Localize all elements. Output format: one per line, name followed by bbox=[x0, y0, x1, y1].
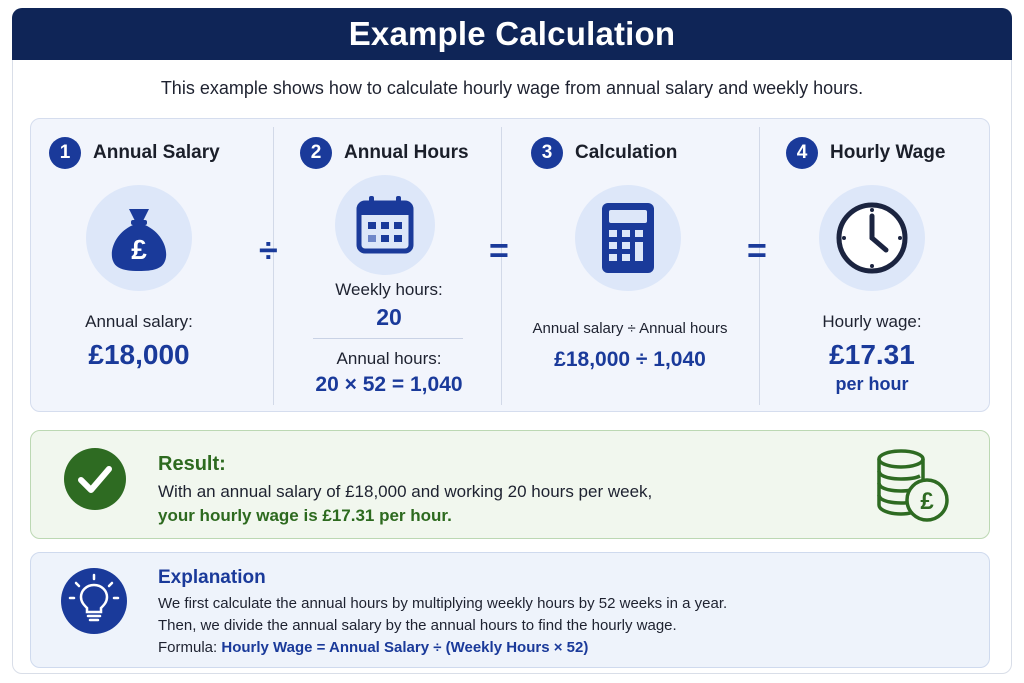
step-annual-salary bbox=[31, 119, 273, 411]
step-number: 1 bbox=[49, 137, 81, 169]
calculator-icon bbox=[575, 185, 681, 291]
annual-hours-label: Annual hours: bbox=[336, 349, 442, 368]
explanation-title: Explanation bbox=[158, 567, 266, 588]
clock-icon bbox=[819, 185, 925, 291]
hourly-wage-label: Hourly wage: bbox=[822, 312, 922, 331]
money-bag-icon bbox=[86, 185, 192, 291]
step-number: 4 bbox=[786, 137, 818, 169]
check-icon bbox=[63, 447, 127, 516]
lightbulb-icon bbox=[60, 567, 128, 640]
formula-text: Hourly Wage = Annual Salary ÷ (Weekly Hours × 52) bbox=[221, 639, 589, 656]
explanation-line: We first calculate the annual hours by multiplying weekly hours by 52 weeks in a year. bbox=[158, 595, 728, 612]
step-number: 3 bbox=[531, 137, 563, 169]
salary-value: £18,000 bbox=[88, 339, 190, 370]
annual-hours-value: 20 × 52 = 1,040 bbox=[315, 373, 463, 396]
hourly-wage-value: £17.31 bbox=[829, 339, 915, 370]
divide-operator: ÷ bbox=[259, 232, 278, 270]
steps-panel bbox=[30, 118, 990, 412]
formula-line bbox=[158, 639, 588, 656]
step-header bbox=[531, 137, 677, 169]
step-annual-hours bbox=[273, 119, 501, 411]
svg-text:£: £ bbox=[131, 234, 147, 265]
step-number: 2 bbox=[300, 137, 332, 169]
salary-label: Annual salary: bbox=[85, 312, 193, 331]
divider bbox=[313, 338, 463, 339]
coins-pound-icon bbox=[873, 447, 951, 530]
step-title: Annual Hours bbox=[344, 142, 469, 163]
step-header bbox=[300, 137, 469, 169]
weekly-hours-value: 20 bbox=[376, 304, 402, 330]
hourly-wage-unit: per hour bbox=[835, 374, 909, 394]
equals-operator: = bbox=[747, 232, 767, 270]
result-highlight: your hourly wage is £17.31 per hour. bbox=[158, 506, 452, 525]
page-title: Example Calculation bbox=[348, 15, 676, 52]
result-title: Result: bbox=[158, 453, 226, 475]
calculation-value: £18,000 ÷ 1,040 bbox=[554, 348, 706, 371]
step-title: Annual Salary bbox=[93, 142, 220, 163]
formula-label: Formula: bbox=[158, 639, 218, 656]
step-title: Calculation bbox=[575, 142, 678, 163]
step-calculation bbox=[501, 119, 759, 411]
step-header bbox=[49, 137, 220, 169]
page-subtitle: This example shows how to calculate hourly wage from annual salary and weekly hours. bbox=[160, 78, 864, 98]
header-banner bbox=[12, 8, 1012, 60]
calculation-label: Annual salary ÷ Annual hours bbox=[532, 320, 728, 337]
step-hourly-wage bbox=[759, 119, 989, 411]
explanation-line: Then, we divide the annual salary by the annual hours to find the hourly wage. bbox=[158, 617, 677, 634]
result-line: With an annual salary of £18,000 and working 20 hours per week, bbox=[158, 482, 653, 501]
weekly-hours-label: Weekly hours: bbox=[335, 280, 443, 299]
step-title: Hourly Wage bbox=[830, 142, 946, 163]
equals-operator: = bbox=[489, 232, 509, 270]
explanation-panel bbox=[30, 552, 990, 668]
svg-text:£: £ bbox=[920, 488, 934, 515]
step-header bbox=[786, 137, 945, 169]
result-panel bbox=[30, 430, 990, 539]
calendar-icon bbox=[335, 175, 435, 275]
